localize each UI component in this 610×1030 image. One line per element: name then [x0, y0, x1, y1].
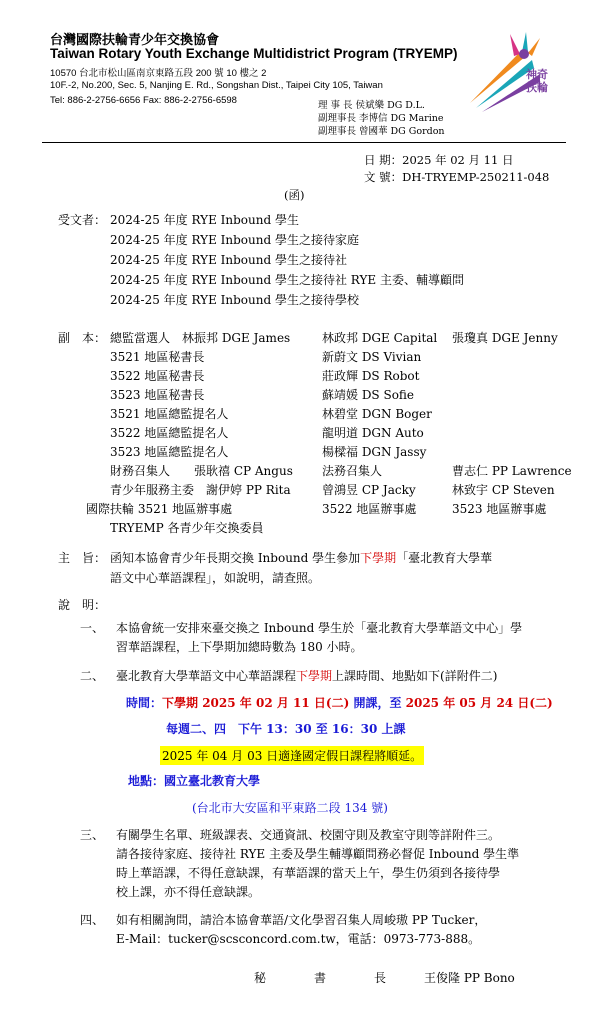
subject-highlight: 下學期	[360, 551, 397, 565]
recipient-item: 2024-25 年度 RYE Inbound 學生之接待社 RYE 主委、輔導顧問	[110, 273, 464, 287]
cc-entry: 3522 地區總監提名人	[110, 426, 229, 440]
place-label: 地點：	[128, 774, 165, 788]
cc-entry: 3522 地區秘書長	[110, 369, 205, 383]
cc-entry: 林碧堂 DGN Boger	[322, 407, 432, 421]
item2-highlight: 下學期	[296, 669, 333, 683]
item3-line-1: 有關學生名單、班級課表、交通資訊、校園守則及教室守則等詳附件三。	[116, 828, 501, 842]
item2-line	[116, 667, 497, 684]
signature-title-char: 長	[374, 971, 387, 985]
time-semester: 下學期	[162, 696, 199, 710]
place-name: 國立臺北教育大學	[164, 774, 261, 788]
item4-line-1: 如有相關詢問，請洽本協會華語/文化學習召集人周峻璈 PP Tucker，	[116, 913, 487, 927]
item1-line-2: 習華語課程，上下學期加總時數為 180 小時。	[116, 640, 363, 654]
cc-entry: 國際扶輪 3521 地區辦事處	[86, 502, 233, 516]
course-time	[126, 694, 553, 711]
doc-type: (函)	[284, 188, 305, 202]
subject-text: 「臺北教育大學華	[396, 551, 493, 565]
course-place	[128, 772, 260, 789]
cc-entry: 青少年服務主委 謝伊婷 PP Rita	[110, 483, 291, 497]
cc-entry: 財務召集人 張耿禧 CP Angus	[110, 464, 293, 478]
explanation-label: 說 明：	[58, 598, 107, 612]
cc-entry: 蘇靖媛 DS Sofie	[322, 388, 415, 402]
subject-line-1	[110, 549, 492, 566]
signature-title-char: 書	[314, 971, 327, 985]
cc-label: 副 本：	[58, 331, 107, 345]
cc-entry: 3522 地區辦事處	[322, 502, 417, 516]
cc-entry: 龍明道 DGN Auto	[322, 426, 424, 440]
item1-line-1: 本協會統一安排來臺交換之 Inbound 學生於「臺北教育大學華語文中心」學	[116, 621, 523, 635]
item4-line-2: E-Mail：tucker@scsconcord.com.tw，電話：0973-773-888。	[116, 932, 481, 946]
address-zh: 10570 台北市松山區南京東路五段 200 號 10 樓之 2	[50, 68, 267, 79]
item-number: 四、	[80, 913, 105, 927]
recipient-item: 2024-25 年度 RYE Inbound 學生	[110, 213, 299, 227]
recipients-label: 受文者：	[58, 213, 107, 227]
time-label: 時間：	[126, 696, 163, 710]
cc-entry: 林政邦 DGE Capital	[322, 331, 438, 345]
recipient-item: 2024-25 年度 RYE Inbound 學生之接待社	[110, 253, 347, 267]
cc-entry: 莊政輝 DS Robot	[322, 369, 420, 383]
time-start: 2025 年 02 月 11 日(二)	[198, 696, 354, 710]
cc-entry: 3523 地區總監提名人	[110, 445, 229, 459]
time-text: 開課，至	[353, 696, 402, 710]
org-name-en: Taiwan Rotary Youth Exchange Multidistrict Program (TRYEMP)	[50, 46, 458, 61]
header-divider	[42, 142, 566, 143]
cc-entry: 曹志仁 PP Lawrence	[452, 464, 572, 478]
phone-fax: Tel: 886-2-2756-6656 Fax: 886-2-2756-6598	[50, 95, 237, 106]
item-number: 二、	[80, 669, 105, 683]
item-number: 一、	[80, 621, 105, 635]
cc-entry: 3523 地區辦事處	[452, 502, 547, 516]
officer-vp-1: 副理事長 李博信 DG Marine	[318, 113, 444, 124]
item2-text: 上課時間、地點如下(詳附件二)	[332, 669, 498, 683]
doc-date: 日 期：2025 年 02 月 11 日	[364, 153, 514, 167]
cc-entry: 3521 地區秘書長	[110, 350, 205, 364]
doc-number: 文 號：DH-TRYEMP-250211-048	[364, 170, 550, 184]
recipient-item: 2024-25 年度 RYE Inbound 學生之接待學校	[110, 293, 359, 307]
item-number: 三、	[80, 828, 105, 842]
cc-entry: 3521 地區總監提名人	[110, 407, 229, 421]
cc-entry: 3523 地區秘書長	[110, 388, 205, 402]
cc-entry: 新蔚文 DS Vivian	[322, 350, 422, 364]
cc-entry: 總監當選人 林振邦 DGE James	[110, 331, 291, 345]
item3-line-2: 請各接待家庭、接待社 RYE 主委及學生輔導顧問務必督促 Inbound 學生準	[116, 847, 520, 861]
signature-name: 王俊隆 PP Bono	[424, 971, 515, 985]
address-en: 10F.-2, No.200, Sec. 5, Nanjing E. Rd., Songshan Dist., Taipei City 105, Taiwan	[50, 80, 383, 91]
logo-text: 神奇扶輪	[526, 68, 548, 94]
holiday-notice: 2025 年 04 月 03 日適逢國定假日課程將順延。	[160, 746, 424, 765]
cc-entry: 張瓊真 DGE Jenny	[452, 331, 558, 345]
cc-entry: 楊樑福 DGN Jassy	[322, 445, 427, 459]
time-end: 2025 年 05 月 24 日(二)	[401, 696, 553, 710]
place-address: (台北市大安區和平東路二段 134 號)	[192, 801, 388, 815]
officer-president: 理 事 長 侯斌樂 DG D.L.	[318, 100, 425, 111]
org-name-zh: 台灣國際扶輪青少年交換協會	[50, 33, 220, 48]
subject-label: 主 旨：	[58, 551, 107, 565]
cc-entry: 法務召集人	[322, 464, 383, 478]
item2-text: 臺北教育大學華語文中心華語課程	[116, 669, 297, 683]
cc-entry: 林致宇 CP Steven	[452, 483, 555, 497]
recipient-item: 2024-25 年度 RYE Inbound 學生之接待家庭	[110, 233, 359, 247]
item3-line-3: 時上華語課，不得任意缺課，有華語課的當天上午，學生仍須到各接待學	[116, 866, 501, 880]
officer-vp-2: 副理事長 曾國華 DG Gordon	[318, 126, 445, 137]
cc-entry: TRYEMP 各青少年交換委員	[110, 521, 264, 535]
item3-line-4: 校上課，亦不得任意缺課。	[116, 885, 261, 899]
subject-line-2: 語文中心華語課程」，如說明，請查照。	[110, 571, 321, 585]
org-logo	[462, 28, 562, 118]
weekly-schedule: 每週二、四 下午 13：30 至 16：30 上課	[166, 722, 406, 736]
signature-title-char: 秘	[254, 971, 267, 985]
subject-text: 函知本協會青少年長期交換 Inbound 學生參加	[110, 551, 361, 565]
cc-entry: 曾鴻昱 CP Jacky	[322, 483, 416, 497]
